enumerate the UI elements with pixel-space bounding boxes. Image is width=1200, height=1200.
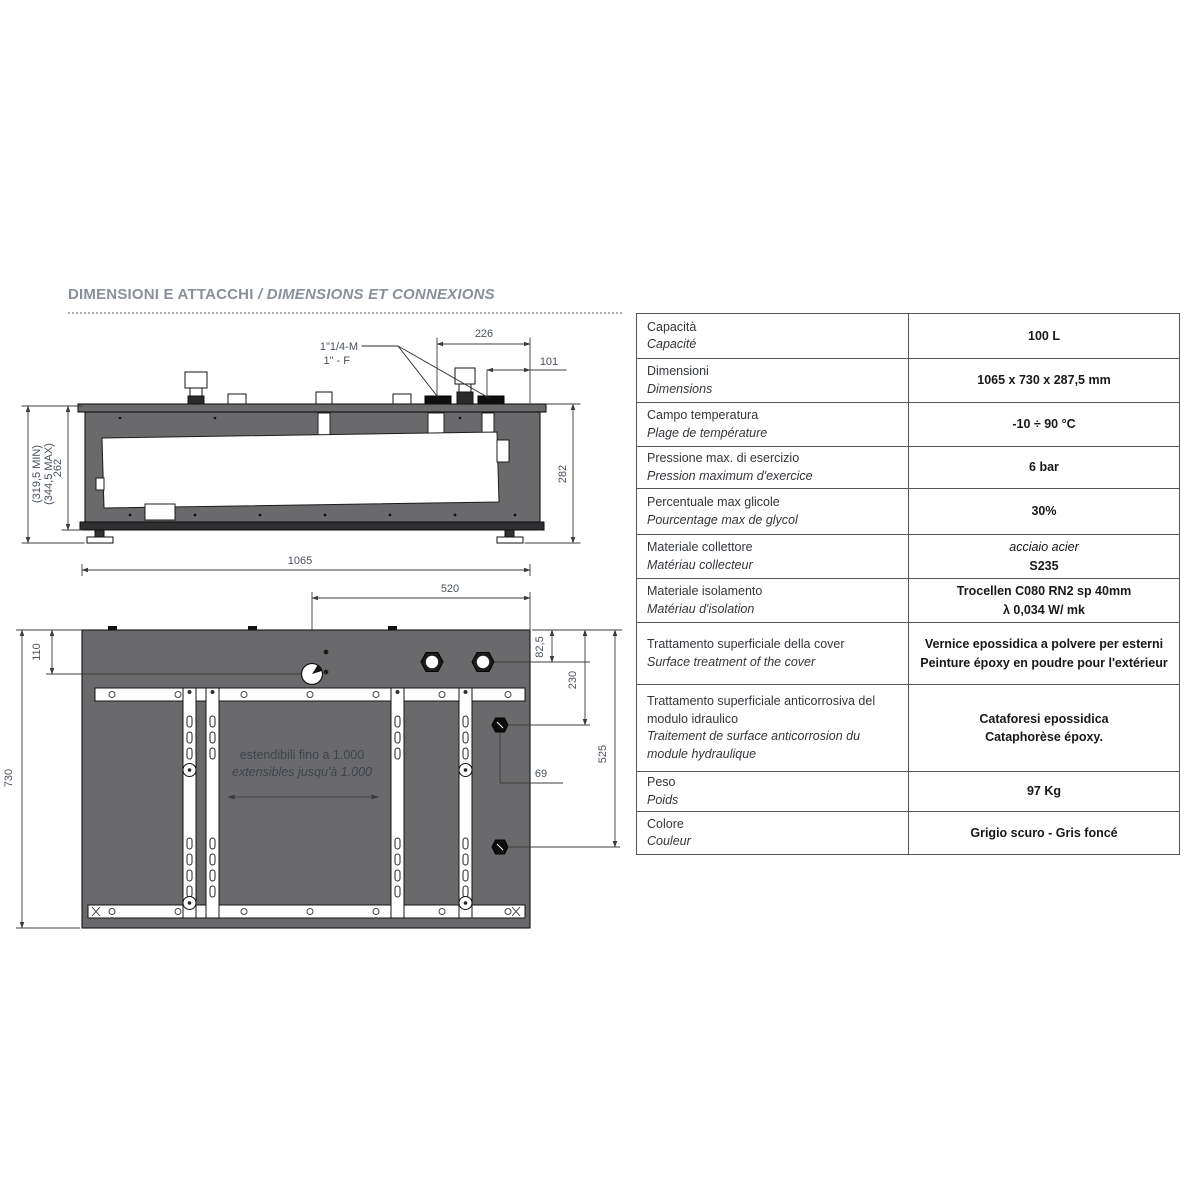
connection-label-male: 1"1/4-M: [319, 341, 358, 353]
note-extendible-fr: extensibles jusqu'à 1.000: [232, 765, 372, 779]
dim-depth: 730: [3, 768, 15, 788]
dim-overall-height: 282: [557, 464, 569, 484]
dim-port-from-top: 82,5: [534, 636, 546, 658]
table-row-anticorrosion-treatment: [637, 684, 1179, 771]
table-row-color: [637, 811, 1179, 854]
note-extendible-it: estendibili fino a 1.000: [239, 748, 365, 762]
row-label-it: Materiale isolamento: [647, 584, 763, 598]
dim-overall-width: 1065: [287, 555, 313, 567]
row-value-line1: Trocellen C080 RN2 sp 40mm: [956, 584, 1132, 599]
row-label-fr: Matériau collecteur: [647, 557, 753, 572]
dim-conn-edge-offset: 101: [539, 356, 559, 368]
row-label-fr: Capacité: [647, 337, 697, 351]
row-label-fr: Pourcentage max de glycol: [647, 512, 798, 527]
drawing-svg: [0, 318, 635, 968]
table-row-weight: [637, 771, 1179, 811]
plan-view: [3, 583, 622, 928]
top-fittings: [185, 368, 504, 404]
row-value: 30%: [1031, 504, 1057, 519]
row-value-line2: Peinture époxy en poudre pour l'extérieur: [920, 655, 1168, 670]
row-value-line2: λ 0,034 W/ mk: [1003, 602, 1085, 617]
spec-table: [636, 313, 1180, 855]
row-label-it: Campo temperatura: [647, 408, 759, 422]
row-label-it: Percentuale max glicole: [647, 495, 780, 509]
page-title-french: / DIMENSIONS ET CONNEXIONS: [257, 286, 495, 303]
page-title: [68, 286, 622, 314]
row-label-it: Dimensioni: [647, 364, 709, 378]
row-value-line1: Vernice epossidica a polvere per esterni: [924, 637, 1164, 652]
elevation-view: [22, 328, 580, 543]
table-row-temperature-range: [637, 402, 1179, 446]
table-row-max-glycol: [637, 488, 1179, 534]
row-label-fr: Plage de température: [647, 425, 768, 440]
row-label-it: Trattamento superficiale anticorrosiva del modulo idraulico: [647, 694, 876, 726]
dim-conn-spacing: 226: [474, 328, 494, 340]
row-value: 6 bar: [1029, 460, 1059, 475]
row-label-fr: Matériau d'isolation: [647, 601, 755, 616]
table-row-collector-material: [637, 534, 1179, 578]
row-label-fr: Poids: [647, 792, 679, 807]
dim-bolt1-from-top: 230: [567, 670, 579, 690]
connection-label-female: 1" - F: [323, 355, 350, 367]
row-value-line2: S235: [1029, 558, 1059, 573]
row-label-it: Peso: [647, 775, 676, 789]
row-value: 1065 x 730 x 287,5 mm: [977, 373, 1111, 388]
row-label-it: Materiale collettore: [647, 540, 753, 554]
dim-bolt-from-edge: 69: [534, 768, 548, 780]
feet: [87, 530, 523, 543]
row-value-line1: Cataforesi epossidica: [979, 711, 1109, 726]
table-row-max-pressure: [637, 446, 1179, 488]
dim-height-min: (319,5 MIN): [31, 444, 43, 504]
row-value: 100 L: [1028, 328, 1060, 343]
row-value-line1: acciaio acier: [1009, 540, 1079, 555]
row-label-fr: Dimensions: [647, 381, 713, 396]
page-title-italian: DIMENSIONI E ATTACCHI: [68, 286, 254, 303]
table-row-dimensions: [637, 358, 1179, 402]
dim-conn-from-right: 520: [440, 583, 460, 595]
table-row-capacity: [637, 314, 1179, 358]
dim-101-lines: [487, 370, 566, 396]
row-value-line2: Cataphorèse époxy.: [985, 730, 1103, 744]
dim-body-height: 262: [52, 458, 64, 478]
row-value: 97 Kg: [1026, 784, 1062, 799]
row-value: -10 ÷ 90 °C: [1012, 417, 1076, 432]
row-label-it: Colore: [647, 816, 684, 831]
technical-drawing: [0, 318, 635, 968]
table-row-insulation-material: [637, 578, 1179, 622]
dim-hole-from-top: 110: [31, 643, 43, 661]
dim-height-max: (344,5 MAX): [43, 443, 55, 505]
dim-226-lines: [437, 338, 530, 404]
row-label-it: Capacità: [647, 319, 697, 334]
row-label-fr: Pression maximum d'exercice: [647, 468, 813, 483]
row-value: Grigio scuro - Gris foncé: [970, 825, 1118, 840]
row-label-fr: Surface treatment of the cover: [647, 654, 816, 669]
table-row-cover-surface-treatment: [637, 622, 1179, 684]
row-label-it: Trattamento superficiale della cover: [647, 637, 845, 651]
dim-bolt2-from-top: 525: [597, 744, 609, 764]
row-label-it: Pressione max. di esercizio: [647, 451, 800, 465]
row-label-fr: Couleur: [647, 834, 691, 848]
row-label-fr: Traitement de surface anticorrosion du module hydraulique: [647, 729, 861, 761]
